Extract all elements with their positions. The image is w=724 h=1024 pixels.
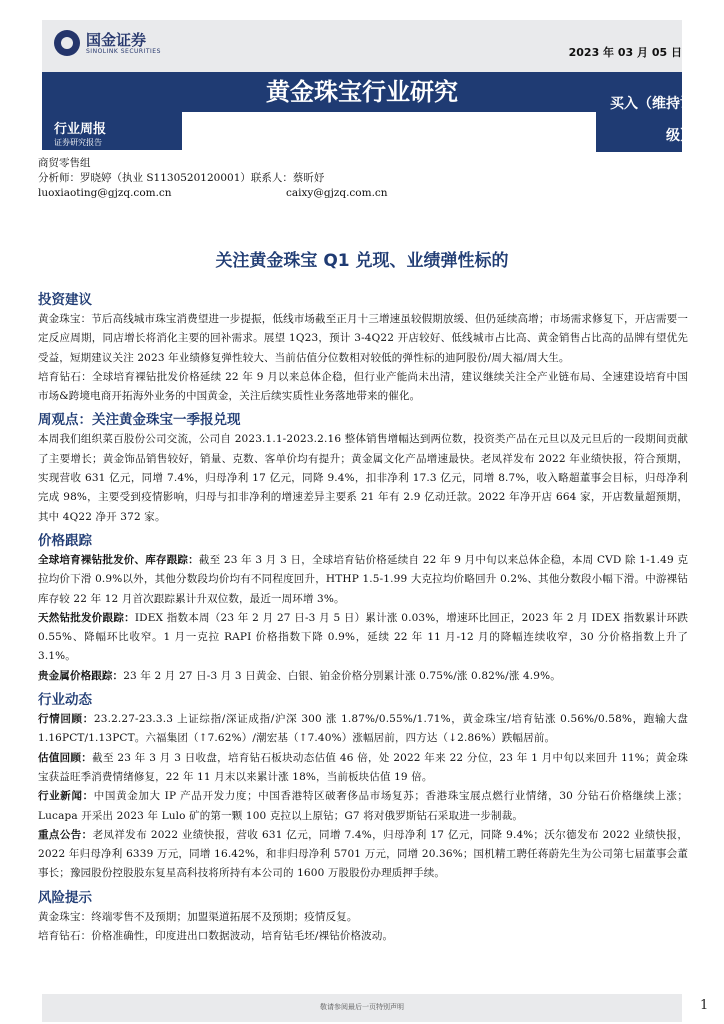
logo-name: 国金证券 [86, 30, 147, 49]
paragraph [38, 551, 688, 609]
paragraph [38, 749, 688, 788]
report-date: 2023 年 03 月 05 日 [568, 46, 682, 59]
page-number: 1 [700, 998, 709, 1013]
report-title: 关注黄金珠宝 Q1 兑现、业绩弹性标的 [215, 251, 509, 271]
paragraph-label: 全球培育裸钻批发价、库存跟踪： [38, 553, 199, 566]
report-body [38, 286, 688, 946]
company-logo [54, 30, 161, 56]
paragraph-text: 中国黄金加大 IP 产品开发力度；中国香港特区破奢侈品市场复苏；香港珠宝展点燃行业情绪，30 分钻石价格继续上涨；Lucapa 开采出 2023 年 Lulo 矿的第一颗 100 克拉以上原钻；G7 将对俄罗斯钻石采取进一步制裁。 [38, 790, 688, 822]
paragraph-label: 天然钻批发价跟踪： [38, 611, 135, 624]
contact-email[interactable]: caixy@gjzq.com.cn [286, 187, 388, 199]
section-heading-industry-news: 行业动态 [38, 692, 92, 709]
paragraph [38, 826, 688, 884]
paragraph-text: 老凤祥发布 2022 业绩快报，营收 631 亿元，同增 7.4%，归母净利 17 亿元，同降 9.4%；沃尔德发布 2022 业绩快报，2022 年归母净利 6339 万元，同增 16.42%，和非归母净利 5701 万元，同增 20.36%；国机精工聘任蒋蔚先生为公司第七届董事会董事长；豫园股份控股股东复星高科技将所持有本公司的 1600 万股股份办理质押手续。 [38, 828, 689, 880]
paragraph-label: 行业新闻： [38, 790, 94, 803]
paragraph-label: 行情回顾： [38, 713, 94, 726]
paragraph: 黄金珠宝：终端零售不及预期；加盟渠道拓展不及预期；疫情反复。 [38, 910, 358, 923]
footer-disclaimer: 敬请参阅最后一页特别声明 [320, 1003, 404, 1011]
logo-name-en: SINOLINK SECURITIES [86, 47, 161, 55]
rating [608, 88, 694, 152]
rating-line-2: 级） [666, 128, 694, 144]
report-type: 行业周报 [54, 122, 107, 137]
section-heading-price-tracking: 价格跟踪 [38, 532, 92, 549]
section-heading-investment: 投资建议 [38, 292, 92, 308]
section-heading-weekly-view: 周观点：关注黄金珠宝一季报兑现 [38, 412, 241, 429]
paragraph [38, 787, 688, 826]
paragraph-label: 贵金属价格跟踪： [38, 669, 124, 682]
report-series-title: 黄金珠宝行业研究 [266, 78, 458, 106]
analyst-info [38, 156, 388, 201]
paragraph-label: 重点公告： [38, 828, 93, 841]
paragraph-text: 23 年 2 月 27 日-3 月 3 日黄金、白银、铂金价格分别累计涨 0.75%/涨 0.82%/涨 4.9%。 [123, 669, 561, 682]
paragraph [38, 710, 688, 749]
section-heading-risk: 风险提示 [38, 889, 92, 906]
analyst-group: 商贸零售组 [38, 157, 91, 169]
analyst-line: 分析师：罗晓婷（执业 S1130520120001）联系人：蔡昕妤 [38, 172, 325, 184]
paragraph-text: 截至 23 年 3 月 3 日，全球培育钻价格延续自 22 年 9 月中旬以来总体企稳，本周 CVD 除 1-1.49 克拉均价下滑 0.9%以外，其他分数段均价均有不同程度回升，HTHP 1.5-1.99 大克拉均价略回升 0.2%、其他分数段小幅下滑。中游裸钻库存较 22 年 12 月首次跟踪累计升双位数，最近一周环增 3%。 [38, 553, 689, 605]
paragraph: 黄金珠宝：节后高线城市珠宝消费望进一步提振，低线市场截至正月十三增速虽较假期放缓、但仍延续高增；市场需求修复下，开店需要一定反应周期，同店增长将消化主要的回补需求。展望 1Q23，预计 3-4Q22 开店较好、低线城市占比高、黄金销售占比高的品牌有望优先受益，短期建议关注 2023 年业绩修复弹性较大、当前估值分位数相对较低的弹性标的迪阿股份/周大福/周大生。 [38, 313, 688, 364]
logo-icon [54, 30, 80, 56]
rating-line-1: 买入（维持评 [610, 96, 694, 112]
paragraph-text: IDEX 指数本周（23 年 2 月 27 日-3 月 5 日）累计涨 0.03%，增速环比回正，2023 年 2 月 IDEX 指数累计环跌 0.55%、降幅环比收窄。1 月一克拉 RAPI 价格指数下降 0.9%，延续 22 年 11 月-12 月的降幅连续收窄，30 分价格指数上升了 3.1%。 [38, 611, 688, 663]
analyst-email[interactable]: luoxiaoting@gjzq.com.cn [38, 187, 172, 199]
paragraph [38, 609, 688, 667]
paragraph-text: 23.2.27-23.3.3 上证综指/深证成指/沪深 300 涨 1.87%/0.55%/1.71%，黄金珠宝/培育钻涨 0.56%/0.58%，跑输大盘 1.16PCT/1.13PCT。六福集团（↑7.62%）/潮宏基（↑7.40%）涨幅居前，四方达（↓2.86%）跌幅居前。 [38, 713, 688, 745]
paragraph-label: 估值回顾： [38, 751, 93, 764]
paragraph: 培育钻石：价格准确性，印度进出口数据波动，培育钻毛坯/裸钻价格波动。 [38, 930, 394, 943]
report-subtype: 证券研究报告 [54, 138, 102, 147]
paragraph: 培育钻石：全球培育裸钻批发价格延续 22 年 9 月以来总体企稳，但行业产能尚未出清，建议继续关注全产业链布局、全速建设培育中国市场&跨境电商开拓海外业务的中国黄金，关注后续实质性业务落地带来的催化。 [38, 370, 688, 403]
paragraph: 本周我们组织菜百股份公司交流，公司自 2023.1.1-2023.2.16 整体销售增幅达到两位数，投资类产品在元旦以及元旦后的一段期间贡献了主要增长；黄金饰品销售较好，销量、克数、客单价均有提升；黄金属文化产品增速最快。老凤祥发布 2022 年业绩快报，符合预期，实现营收 631 亿元，同增 7.4%，归母净利 17 亿元，同降 9.4%，扣非净利 17.3 亿元，同增 8.7%，收入略超董事会目标，归母净利完成 98%，主要受到疫情影响，归母与扣非净利的增速差异主要系 21 年有 2.9 亿动迁款。2022 年净开店 664 家，开店数量超预期，其中 4Q22 净开 372 家。 [38, 433, 688, 523]
paragraph-text: 截至 23 年 3 月 3 日收盘，培育钻石板块动态估值 46 倍，处 2022 年来 22 分位，23 年 1 月中旬以来回升 11%；黄金珠宝获益旺季消费情绪修复，22 年 11 月末以来累计涨 18%，当前板块估值 19 倍。 [38, 751, 689, 783]
paragraph [38, 667, 688, 686]
